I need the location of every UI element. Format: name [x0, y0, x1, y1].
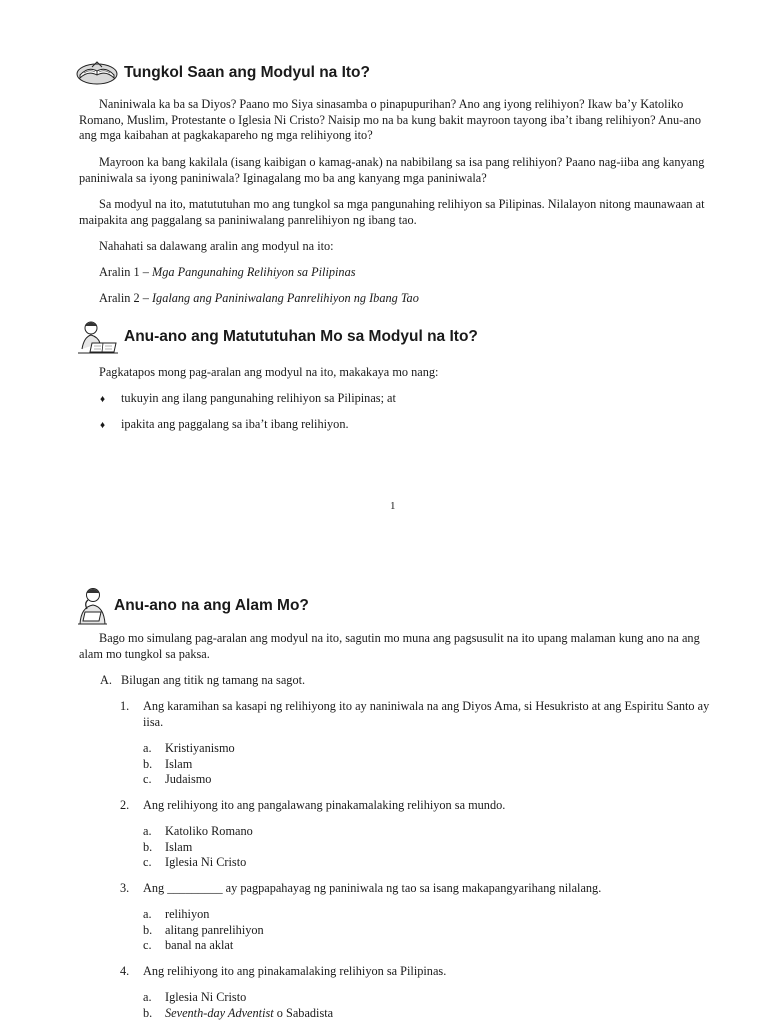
answer-option[interactable]: [143, 938, 264, 954]
answer-option[interactable]: [143, 990, 333, 1006]
option-letter: b.: [143, 756, 153, 771]
list-item: [100, 391, 396, 408]
question-3-options: [143, 907, 264, 954]
intro-paragraph-3: Sa modyul na ito, matututuhan mo ang tungkol sa mga pangunahing relihiyon sa Pilipinas. Nilalayon nitong maunawaan at maipakita ang paggalang sa paniniwalang panrelihiyon ng ibang tao.: [79, 197, 705, 227]
section-heading-tungkol: [76, 60, 370, 86]
question-4: [120, 964, 710, 980]
answer-option[interactable]: [143, 741, 235, 757]
question-number: 4.: [120, 964, 130, 978]
option-letter: a.: [143, 741, 152, 755]
lesson-1-label: Aralin 1 –: [99, 265, 149, 279]
student-reading-icon: [76, 319, 118, 355]
option-letter: b.: [143, 1005, 153, 1020]
option-text: Islam: [165, 756, 193, 771]
question-4-options: [143, 990, 333, 1021]
question-text: Ang _________ ay pagpapahayag ng paniniwala ng tao sa isang makapangyarihang nilalang.: [143, 881, 602, 895]
option-letter: c.: [143, 855, 152, 869]
list-item: [100, 417, 349, 434]
answer-option[interactable]: [143, 855, 253, 871]
intro-paragraph-4: Nahahati sa dalawang aralin ang modyul na ito:: [99, 239, 334, 253]
question-number: 3.: [120, 881, 130, 895]
question-number: 2.: [120, 798, 130, 812]
question-number: 1.: [120, 699, 130, 713]
option-text: Katoliko Romano: [165, 824, 253, 838]
section-title: Tungkol Saan ang Modyul na Ito?: [124, 64, 370, 81]
objective-text: ipakita ang paggalang sa iba’t ibang relihiyon.: [121, 417, 349, 431]
part-instruction-text: Bilugan ang titik ng tamang na sagot.: [121, 673, 306, 687]
option-text: relihiyon: [165, 907, 210, 921]
lesson-2-title: Igalang ang Paniniwalang Panrelihiyon ng Ibang Tao: [151, 291, 419, 305]
lesson-2-line: [79, 291, 707, 307]
objectives-intro: Pagkatapos mong pag-aralan ang modyul na ito, makakaya mo nang:: [99, 365, 439, 379]
answer-option[interactable]: [143, 840, 253, 856]
option-letter: c.: [143, 772, 152, 786]
lesson-1-title: Mga Pangunahing Relihiyon sa Pilipinas: [151, 265, 356, 279]
answer-option[interactable]: [143, 907, 264, 923]
option-letter: a.: [143, 990, 152, 1004]
answer-option[interactable]: [143, 1006, 333, 1022]
part-a-instruction: [100, 673, 305, 689]
question-text: Ang relihiyong ito ang pinakamalaking relihiyon sa Pilipinas.: [143, 964, 447, 978]
diamond-bullet-icon: ♦: [100, 420, 106, 431]
section-heading-matututuhan: [76, 319, 478, 355]
pretest-intro: Bago mo simulang pag-aralan ang modyul na ito, sagutin mo muna ang pagsusulit na ito upang malaman kung ano na ang alam mo tungkol sa paksa.: [79, 631, 700, 661]
option-text: Islam: [165, 839, 193, 854]
answer-option[interactable]: [143, 824, 253, 840]
intro-paragraph-2: Mayroon ka bang kakilala (isang kaibigan o kamag-anak) na nabibilang sa isa pang relihiyon? Paano nag-iiba ang kanyang paniniwala sa iyong paniniwala? Iginagalang mo ba ang kanyang mga paniniwala?: [79, 155, 705, 185]
option-text: Iglesia Ni Cristo: [165, 990, 247, 1004]
answer-option[interactable]: [143, 772, 235, 788]
intro-paragraph-1: Naniniwala ka ba sa Diyos? Paano mo Siya sinasamba o pinapupurihan? Ano ang iyong relihiyon? Ikaw ba’y Katoliko Romano, Muslim, Protestante o Iglesia Ni Cristo? Naisip mo na ba kung bakit mayroon tayong iba’t ibang relihiyon? Anu-ano ang mga kaibahan at pagkakapareho ng mga relihiyong ito?: [79, 97, 702, 142]
page-number: 1: [390, 500, 396, 512]
question-text: Ang relihiyong ito ang pangalawang pinakamalaking relihiyon sa mundo.: [143, 798, 506, 812]
objective-text: tukuyin ang ilang pangunahing relihiyon sa Pilipinas; at: [121, 391, 396, 405]
option-text: Kristiyanismo: [165, 741, 235, 755]
book-icon: [76, 60, 118, 86]
option-letter: a.: [143, 907, 152, 921]
thinking-student-icon: [76, 586, 108, 626]
answer-option[interactable]: [143, 757, 235, 773]
question-2-options: [143, 824, 253, 871]
option-text-suffix: o Sabadista: [273, 1005, 334, 1020]
part-label: A.: [100, 673, 112, 687]
lesson-1-line: [79, 265, 707, 281]
section-title: Anu-ano na ang Alam Mo?: [114, 597, 309, 614]
option-letter: b.: [143, 922, 153, 937]
section-title: Anu-ano ang Matututuhan Mo sa Modyul na Ito?: [124, 328, 478, 345]
question-3: [120, 881, 710, 897]
question-1: [120, 699, 710, 730]
option-text: Judaismo: [165, 772, 212, 786]
option-text: Seventh-day Adventist: [165, 1005, 274, 1020]
option-text: banal na aklat: [165, 938, 234, 952]
diamond-bullet-icon: ♦: [100, 394, 106, 405]
option-letter: c.: [143, 938, 152, 952]
question-2: [120, 798, 710, 814]
question-text: Ang karamihan sa kasapi ng relihiyong ito ay naniniwala na ang Diyos Ama, si Hesukristo at ang Espiritu Santo ay iisa.: [143, 699, 710, 729]
question-1-options: [143, 741, 235, 788]
section-heading-alam: [76, 586, 309, 626]
answer-option[interactable]: [143, 923, 264, 939]
lesson-2-label: Aralin 2 –: [99, 291, 149, 305]
option-letter: a.: [143, 824, 152, 838]
option-letter: b.: [143, 839, 153, 854]
option-text: Iglesia Ni Cristo: [165, 855, 247, 869]
option-text: alitang panrelihiyon: [165, 922, 264, 937]
